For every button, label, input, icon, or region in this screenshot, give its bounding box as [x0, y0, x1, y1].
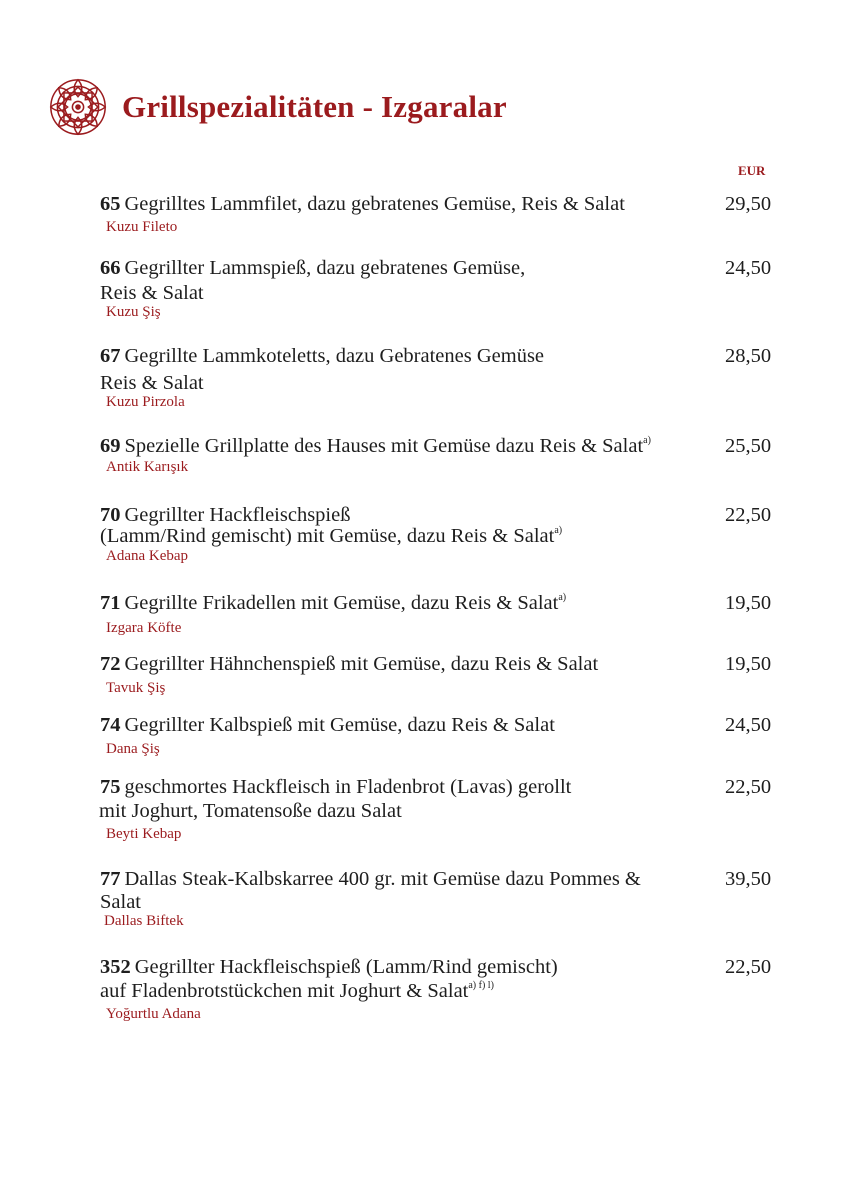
item-text: Dallas Steak-Kalbskarree 400 gr. mit Gemüse dazu Pommes &	[124, 868, 641, 890]
item-subtitle: Adana Kebap	[106, 548, 189, 564]
ornament-rosette-icon	[48, 76, 108, 138]
currency-label: EUR	[738, 163, 766, 178]
item-description	[100, 591, 720, 615]
item-text-line2: mit Joghurt, Tomatensoße dazu Salat	[99, 800, 402, 822]
item-text-line2	[100, 979, 720, 1003]
item-price: 19,50	[725, 653, 772, 675]
item-description	[100, 434, 720, 458]
item-subtitle: Antik Karışık	[106, 459, 189, 475]
item-text-line2	[100, 524, 720, 548]
section-header	[48, 76, 507, 138]
item-price: 19,50	[725, 592, 772, 614]
item-price: 29,50	[725, 193, 772, 215]
item-description	[100, 867, 720, 891]
item-subtitle: Izgara Köfte	[106, 620, 182, 636]
item-subtitle: Kuzu Pirzola	[106, 394, 185, 410]
item-text: geschmortes Hackfleisch in Fladenbrot (Lavas) gerollt	[124, 776, 572, 798]
item-text-line2: Reis & Salat	[100, 372, 204, 394]
item-number: 74	[100, 714, 121, 736]
item-subtitle: Yoğurtlu Adana	[106, 1006, 201, 1022]
item-description	[100, 775, 720, 799]
item-number: 70	[100, 504, 121, 526]
item-number: 75	[100, 776, 121, 798]
item-text: Gegrillter Hackfleischspieß	[124, 504, 351, 526]
item-subtitle: Dana Şiş	[106, 741, 160, 757]
item-subtitle: Kuzu Fileto	[106, 219, 178, 235]
item-subtitle: Dallas Biftek	[104, 913, 184, 929]
item-number: 66	[100, 257, 121, 279]
item-price: 25,50	[725, 435, 772, 457]
item-text: Gegrilltes Lammfilet, dazu gebratenes Gemüse, Reis & Salat	[124, 193, 625, 215]
item-text: Gegrillter Hähnchenspieß mit Gemüse, dazu Reis & Salat	[124, 653, 599, 675]
item-text: Gegrillter Hackfleischspieß (Lamm/Rind gemischt)	[134, 956, 558, 978]
item-description	[100, 192, 720, 216]
item-price: 24,50	[725, 714, 772, 736]
item-price: 22,50	[725, 956, 772, 978]
item-text: (Lamm/Rind gemischt) mit Gemüse, dazu Reis & Salat	[100, 525, 555, 547]
item-number: 69	[100, 435, 121, 457]
item-price: 24,50	[725, 257, 772, 279]
item-price: 22,50	[725, 776, 772, 798]
item-text: auf Fladenbrotstückchen mit Joghurt & Salat	[100, 980, 469, 1002]
item-description	[100, 652, 720, 676]
item-subtitle: Beyti Kebap	[106, 826, 182, 842]
item-text: Gegrillter Kalbspieß mit Gemüse, dazu Reis & Salat	[124, 714, 555, 736]
item-number: 72	[100, 653, 121, 675]
item-text: Gegrillte Frikadellen mit Gemüse, dazu Reis & Salat	[124, 592, 559, 614]
item-text-line2: Reis & Salat	[100, 282, 204, 304]
item-number: 65	[100, 193, 121, 215]
item-text-line2: Salat	[100, 891, 141, 913]
item-description	[100, 256, 720, 280]
item-description	[100, 344, 720, 368]
item-price: 39,50	[725, 868, 772, 890]
item-description	[100, 713, 720, 737]
item-text: Gegrillte Lammkoteletts, dazu Gebratenes Gemüse	[124, 345, 545, 367]
item-price: 28,50	[725, 345, 772, 367]
item-number: 71	[100, 592, 121, 614]
allergen-note: a) f) l)	[468, 980, 494, 991]
item-number: 67	[100, 345, 121, 367]
allergen-note: a)	[554, 525, 563, 536]
item-price: 22,50	[725, 504, 772, 526]
item-subtitle: Kuzu Şiş	[106, 304, 161, 320]
item-number: 352	[100, 956, 131, 978]
item-subtitle: Tavuk Şiş	[106, 680, 166, 696]
section-title: Grillspezialitäten - Izgaralar	[122, 89, 507, 124]
item-description	[100, 955, 720, 979]
item-text: Gegrillter Lammspieß, dazu gebratenes Gemüse,	[124, 257, 526, 279]
item-text: Spezielle Grillplatte des Hauses mit Gemüse dazu Reis & Salat	[124, 435, 644, 457]
allergen-note: a)	[558, 592, 567, 603]
allergen-note: a)	[643, 435, 651, 446]
item-number: 77	[100, 868, 121, 890]
